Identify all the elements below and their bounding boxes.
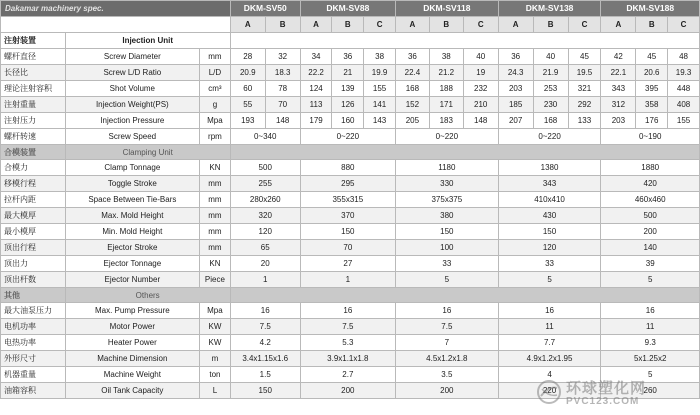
value-cell: 38 [429, 49, 463, 65]
section-cn-label: 其他 [1, 288, 66, 303]
value-cell: 179 [300, 113, 332, 129]
row-label-en: Machine Dimension [65, 351, 199, 367]
row-label-cn: 长径比 [1, 65, 66, 81]
row-label-cn: 合模力 [1, 160, 66, 176]
spec-row-space-between-tie-bars [1, 192, 700, 208]
value-cell: 253 [533, 81, 568, 97]
section-en-label: Injection Unit [65, 33, 230, 49]
spec-row-ejector-number [1, 272, 700, 288]
value-cell: 45 [636, 49, 668, 65]
value-cell: 1 [230, 272, 300, 288]
value-cell: 42 [601, 49, 636, 65]
value-cell: 7 [395, 335, 498, 351]
value-cell: 295 [300, 176, 395, 192]
value-cell: 24.3 [498, 65, 533, 81]
value-cell: 16 [498, 303, 601, 319]
value-cell: 20.9 [230, 65, 265, 81]
value-cell: 1 [300, 272, 395, 288]
row-label-en: Motor Power [65, 319, 199, 335]
row-label-en: Clamp Tonnage [65, 160, 199, 176]
row-unit: KN [200, 256, 231, 272]
value-cell: 320 [230, 208, 300, 224]
value-cell: 7.5 [395, 319, 498, 335]
section-cn-label: 注射装置 [1, 33, 66, 49]
row-label-cn: 电热功率 [1, 335, 66, 351]
value-cell: 292 [568, 97, 601, 113]
value-cell: 200 [601, 224, 700, 240]
value-cell: 203 [601, 113, 636, 129]
value-cell: 0~220 [300, 129, 395, 145]
section-injection-unit [1, 33, 700, 49]
section-filler [230, 145, 699, 160]
value-cell: 16 [601, 303, 700, 319]
row-label-cn: 机器重量 [1, 367, 66, 383]
row-unit: mm [200, 240, 231, 256]
row-label-en: Shot Volume [65, 81, 199, 97]
value-cell: 124 [300, 81, 332, 97]
model-sv188: DKM-SV188 [601, 1, 700, 17]
value-cell: 168 [395, 81, 429, 97]
value-cell: 193 [230, 113, 265, 129]
row-label-en: Screw Speed [65, 129, 199, 145]
sub-col: B [533, 17, 568, 33]
row-label-cn: 注射压力 [1, 113, 66, 129]
row-label-en: Oil Tank Capacity [65, 383, 199, 399]
value-cell: 4.2 [230, 335, 300, 351]
value-cell: 207 [498, 113, 533, 129]
value-cell: 1.5 [230, 367, 300, 383]
value-cell: 60 [230, 81, 265, 97]
row-unit: Mpa [200, 303, 231, 319]
row-unit: L [200, 383, 231, 399]
row-unit: mm [200, 192, 231, 208]
row-label-cn: 移模行程 [1, 176, 66, 192]
value-cell: 140 [601, 240, 700, 256]
value-cell: 148 [463, 113, 498, 129]
spec-row-toggle-stroke [1, 176, 700, 192]
row-unit: g [200, 97, 231, 113]
value-cell: 205 [395, 113, 429, 129]
value-cell: 0~220 [498, 129, 601, 145]
value-cell: 3.4x1.15x1.6 [230, 351, 300, 367]
sub-col: A [230, 17, 265, 33]
value-cell: 260 [601, 383, 700, 399]
value-cell: 150 [498, 224, 601, 240]
value-cell: 39 [601, 256, 700, 272]
spec-row-max-pump-pressure [1, 303, 700, 319]
value-cell: 11 [601, 319, 700, 335]
value-cell: 19.9 [364, 65, 396, 81]
sheet-title: Dakamar machinery spec. [1, 1, 231, 17]
section-en-label: Clamping Unit [65, 145, 230, 160]
section-filler [230, 288, 699, 303]
value-cell: 500 [601, 208, 700, 224]
value-cell: 133 [568, 113, 601, 129]
value-cell: 343 [601, 81, 636, 97]
model-header-row [1, 1, 700, 17]
value-cell: 3.5 [395, 367, 498, 383]
row-label-cn: 螺杆转速 [1, 129, 66, 145]
value-cell: 395 [636, 81, 668, 97]
row-label-en: Machine Weight [65, 367, 199, 383]
value-cell: 280x260 [230, 192, 300, 208]
value-cell: 5 [395, 272, 498, 288]
other-rows [1, 303, 700, 399]
row-label-en: Ejector Tonnage [65, 256, 199, 272]
value-cell: 22.2 [300, 65, 332, 81]
spec-row-injection-weight-ps [1, 97, 700, 113]
value-cell: 126 [332, 97, 364, 113]
value-cell: 27 [300, 256, 395, 272]
watermark-cn: 环球塑化网 [566, 380, 647, 397]
value-cell: 375x375 [395, 192, 498, 208]
value-cell: 48 [668, 49, 700, 65]
row-label-en: Ejector Number [65, 272, 199, 288]
row-label-cn: 拉杆内距 [1, 192, 66, 208]
value-cell: 38 [364, 49, 396, 65]
spec-row-screw-l-d-ratio [1, 65, 700, 81]
value-cell: 150 [395, 224, 498, 240]
value-cell: 100 [395, 240, 498, 256]
value-cell: 410x410 [498, 192, 601, 208]
row-label-cn: 顶出行程 [1, 240, 66, 256]
row-label-cn: 电机功率 [1, 319, 66, 335]
value-cell: 355x315 [300, 192, 395, 208]
value-cell: 7.5 [230, 319, 300, 335]
model-sv138: DKM-SV138 [498, 1, 601, 17]
row-label-en: Ejector Stroke [65, 240, 199, 256]
value-cell: 16 [395, 303, 498, 319]
row-label-cn: 螺杆直径 [1, 49, 66, 65]
value-cell: 36 [498, 49, 533, 65]
value-cell: 141 [364, 97, 396, 113]
sub-col: B [636, 17, 668, 33]
row-unit: cm³ [200, 81, 231, 97]
value-cell: 1880 [601, 160, 700, 176]
value-cell: 171 [429, 97, 463, 113]
value-cell: 2.7 [300, 367, 395, 383]
value-cell: 188 [429, 81, 463, 97]
value-cell: 5 [601, 367, 700, 383]
sub-col: C [463, 17, 498, 33]
value-cell: 33 [498, 256, 601, 272]
value-cell: 148 [265, 113, 300, 129]
spec-row-max-mold-height [1, 208, 700, 224]
row-label-cn: 油箱容积 [1, 383, 66, 399]
sub-col: A [601, 17, 636, 33]
value-cell: 33 [395, 256, 498, 272]
value-cell: 4.5x1.2x1.8 [395, 351, 498, 367]
value-cell: 5.3 [300, 335, 395, 351]
section-cn-label: 合模装置 [1, 145, 66, 160]
value-cell: 321 [568, 81, 601, 97]
row-label-en: Min. Mold Height [65, 224, 199, 240]
value-cell: 7.5 [300, 319, 395, 335]
value-cell: 11 [498, 319, 601, 335]
value-cell: 420 [601, 176, 700, 192]
sub-col: B [429, 17, 463, 33]
value-cell: 4.9x1.2x1.95 [498, 351, 601, 367]
row-unit: m [200, 351, 231, 367]
row-label-en: Toggle Stroke [65, 176, 199, 192]
value-cell: 168 [533, 113, 568, 129]
value-cell: 4 [498, 367, 601, 383]
sub-column-header-row [1, 17, 700, 33]
value-cell: 1380 [498, 160, 601, 176]
sub-col: B [332, 17, 364, 33]
value-cell: 5x1.25x2 [601, 351, 700, 367]
row-label-cn: 外形尺寸 [1, 351, 66, 367]
row-label-en: Max. Mold Height [65, 208, 199, 224]
value-cell: 152 [395, 97, 429, 113]
value-cell: 18.3 [265, 65, 300, 81]
value-cell: 120 [498, 240, 601, 256]
row-unit: Mpa [200, 113, 231, 129]
value-cell: 40 [533, 49, 568, 65]
sub-col: A [498, 17, 533, 33]
value-cell: 1180 [395, 160, 498, 176]
value-cell: 28 [230, 49, 265, 65]
row-label-cn: 顶出杆数 [1, 272, 66, 288]
value-cell: 20.6 [636, 65, 668, 81]
value-cell: 232 [463, 81, 498, 97]
value-cell: 150 [230, 383, 300, 399]
value-cell: 36 [395, 49, 429, 65]
spec-row-screw-speed [1, 129, 700, 145]
value-cell: 21.9 [533, 65, 568, 81]
sub-col: B [265, 17, 300, 33]
value-cell: 200 [300, 383, 395, 399]
value-cell: 210 [463, 97, 498, 113]
row-label-cn: 理论注射容积 [1, 81, 66, 97]
spec-row-shot-volume [1, 81, 700, 97]
value-cell: 203 [498, 81, 533, 97]
row-label-en: Injection Pressure [65, 113, 199, 129]
spec-row-oil-tank-capacity [1, 383, 700, 399]
value-cell: 5 [601, 272, 700, 288]
section-filler [230, 33, 699, 49]
value-cell: 16 [300, 303, 395, 319]
spec-row-min-mold-height [1, 224, 700, 240]
value-cell: 183 [429, 113, 463, 129]
value-cell: 460x460 [601, 192, 700, 208]
value-cell: 113 [300, 97, 332, 113]
value-cell: 139 [332, 81, 364, 97]
row-label-en: Space Between Tie-Bars [65, 192, 199, 208]
watermark-url: PVC123.COM [566, 396, 640, 407]
value-cell: 380 [395, 208, 498, 224]
value-cell: 55 [230, 97, 265, 113]
value-cell: 408 [668, 97, 700, 113]
value-cell: 255 [230, 176, 300, 192]
row-label-en: Screw L/D Ratio [65, 65, 199, 81]
row-label-en: Max. Pump Pressure [65, 303, 199, 319]
value-cell: 19 [463, 65, 498, 81]
value-cell: 143 [364, 113, 396, 129]
value-cell: 312 [601, 97, 636, 113]
spec-row-injection-pressure [1, 113, 700, 129]
row-unit: mm [200, 49, 231, 65]
value-cell: 500 [230, 160, 300, 176]
value-cell: 880 [300, 160, 395, 176]
value-cell: 330 [395, 176, 498, 192]
value-cell: 155 [364, 81, 396, 97]
value-cell: 358 [636, 97, 668, 113]
value-cell: 185 [498, 97, 533, 113]
row-unit: rpm [200, 129, 231, 145]
value-cell: 70 [300, 240, 395, 256]
value-cell: 22.1 [601, 65, 636, 81]
sub-col: A [395, 17, 429, 33]
row-label-cn: 注射重量 [1, 97, 66, 113]
value-cell: 370 [300, 208, 395, 224]
value-cell: 19.5 [568, 65, 601, 81]
value-cell: 65 [230, 240, 300, 256]
value-cell: 20 [230, 256, 300, 272]
value-cell: 200 [395, 383, 498, 399]
value-cell: 176 [636, 113, 668, 129]
sub-col: C [364, 17, 396, 33]
row-label-cn: 最大油泵压力 [1, 303, 66, 319]
model-sv118: DKM-SV118 [395, 1, 498, 17]
row-unit: KN [200, 160, 231, 176]
value-cell: 150 [300, 224, 395, 240]
value-cell: 32 [265, 49, 300, 65]
section-clamping-unit [1, 145, 700, 160]
value-cell: 343 [498, 176, 601, 192]
spec-row-machine-weight [1, 367, 700, 383]
value-cell: 70 [265, 97, 300, 113]
sub-header-blank [1, 17, 231, 33]
row-unit: KW [200, 319, 231, 335]
value-cell: 155 [668, 113, 700, 129]
value-cell: 448 [668, 81, 700, 97]
row-label-cn: 顶出力 [1, 256, 66, 272]
spec-row-ejector-stroke [1, 240, 700, 256]
value-cell: 36 [332, 49, 364, 65]
clamping-rows [1, 160, 700, 288]
section-en-label: Others [65, 288, 230, 303]
value-cell: 0~190 [601, 129, 700, 145]
row-unit: ton [200, 367, 231, 383]
value-cell: 230 [533, 97, 568, 113]
spec-row-machine-dimension [1, 351, 700, 367]
value-cell: 40 [463, 49, 498, 65]
row-unit: mm [200, 224, 231, 240]
value-cell: 3.9x1.1x1.8 [300, 351, 395, 367]
sub-col: C [568, 17, 601, 33]
value-cell: 19.3 [668, 65, 700, 81]
row-label-en: Heater Power [65, 335, 199, 351]
row-unit: KW [200, 335, 231, 351]
spec-row-ejector-tonnage [1, 256, 700, 272]
row-label-cn: 最大模厚 [1, 208, 66, 224]
value-cell: 430 [498, 208, 601, 224]
spec-row-motor-power [1, 319, 700, 335]
row-unit: mm [200, 208, 231, 224]
sub-col: A [300, 17, 332, 33]
spec-row-clamp-tonnage [1, 160, 700, 176]
row-unit: Piece [200, 272, 231, 288]
model-sv50: DKM-SV50 [230, 1, 300, 17]
model-sv88: DKM-SV88 [300, 1, 395, 17]
value-cell: 160 [332, 113, 364, 129]
row-unit: L/D [200, 65, 231, 81]
value-cell: 21.2 [429, 65, 463, 81]
row-label-en: Screw Diameter [65, 49, 199, 65]
value-cell: 9.3 [601, 335, 700, 351]
value-cell: 5 [498, 272, 601, 288]
value-cell: 78 [265, 81, 300, 97]
value-cell: 16 [230, 303, 300, 319]
value-cell: 120 [230, 224, 300, 240]
section-others [1, 288, 700, 303]
value-cell: 21 [332, 65, 364, 81]
sub-col: C [668, 17, 700, 33]
injection-rows [1, 49, 700, 129]
row-unit: mm [200, 176, 231, 192]
spec-row-screw-diameter [1, 49, 700, 65]
row-label-cn: 最小模厚 [1, 224, 66, 240]
spec-row-heater-power [1, 335, 700, 351]
value-cell: 0~220 [395, 129, 498, 145]
value-cell: 7.7 [498, 335, 601, 351]
value-cell: 22.4 [395, 65, 429, 81]
row-label-en: Injection Weight(PS) [65, 97, 199, 113]
value-cell: 0~340 [230, 129, 300, 145]
value-cell: 220 [498, 383, 601, 399]
value-cell: 34 [300, 49, 332, 65]
value-cell: 45 [568, 49, 601, 65]
